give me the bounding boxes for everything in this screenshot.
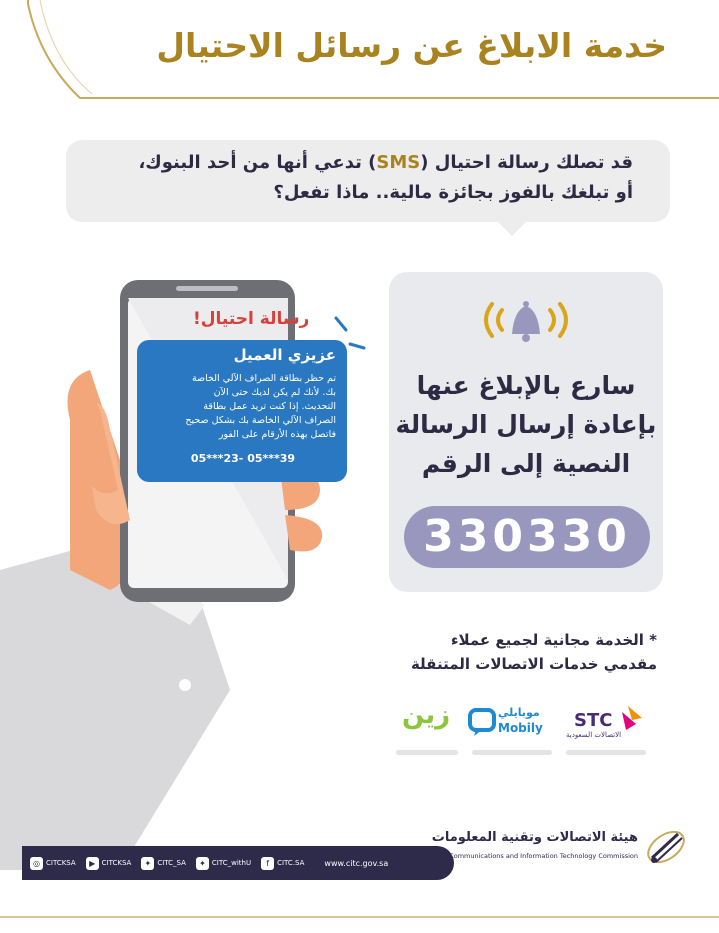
zain-logo	[394, 700, 460, 746]
intro-text	[73, 148, 633, 208]
mobily-underline	[472, 750, 552, 755]
note-line-2: مقدمي خدمات الاتصالات المتنقلة	[410, 655, 657, 673]
citc-name-ar: هيئة الاتصالات وتقنية المعلومات	[431, 830, 638, 845]
website-link[interactable]: www.citc.gov.sa	[324, 858, 389, 868]
sms-line: فاتصل بهذه الأرقام على الفور	[218, 429, 336, 440]
zain-underline	[396, 750, 458, 755]
citc-logo	[431, 822, 696, 874]
social-handle: CITCKSA	[46, 859, 76, 867]
sms-message-body	[150, 372, 336, 442]
twitter-icon: ✦	[196, 857, 209, 870]
instruction-text	[389, 366, 663, 483]
note-line-1: * الخدمة مجانية لجميع عملاء	[450, 631, 657, 649]
intro-line-2: أو تبلغك بالفوز بجائزة مالية.. ماذا تفعل؟	[273, 182, 633, 203]
social-handle: CITC.SA	[277, 859, 305, 867]
report-number[interactable]: 330330	[404, 506, 650, 568]
social-handle: CITCKSA	[101, 859, 132, 867]
phone-speaker	[176, 286, 238, 291]
mobily-name-ar: موبايلي	[498, 706, 540, 719]
intro-line-1-start: قد تصلك رسالة احتيال (	[420, 152, 633, 173]
stc-underline	[566, 750, 646, 755]
intro-line-1	[73, 148, 633, 178]
twitter-icon: ✦	[141, 857, 154, 870]
mobily-name-en: Mobily	[498, 721, 543, 735]
free-service-note	[327, 628, 657, 676]
instruction-line-2: بإعادة إرسال الرسالة	[395, 410, 657, 439]
sms-message-numbers: 05***23- 05***39	[190, 452, 296, 465]
sms-line: بك. لأنك لم يكن لديك حتى الآن	[213, 387, 336, 398]
social-instagram[interactable]	[30, 857, 76, 870]
social-twitter-2[interactable]	[196, 857, 251, 870]
fraud-label: رسالة احتيال!	[193, 309, 310, 329]
social-youtube[interactable]	[86, 857, 132, 870]
mobily-logo	[468, 700, 554, 746]
sms-message-title: عزيزي العميل	[233, 346, 336, 364]
bell-icon	[478, 296, 574, 344]
social-twitter-1[interactable]	[141, 857, 186, 870]
facebook-icon: f	[261, 857, 274, 870]
mobily-mark-icon	[468, 708, 498, 738]
stc-logo	[562, 700, 648, 746]
intro-bubble-tail	[498, 222, 526, 236]
youtube-icon: ▶	[86, 857, 99, 870]
zain-name: زين	[402, 700, 451, 730]
citc-name-en: Communications and Information Technology Commission	[449, 852, 638, 860]
social-handle: CITC_SA	[157, 859, 186, 867]
sms-line: التحديث. إذا كنت تريد عمل بطاقة	[203, 401, 336, 412]
social-handle: CITC_withU	[211, 859, 252, 867]
stc-name: STC	[574, 710, 613, 731]
instruction-line-1: سارع بالإبلاغ عنها	[416, 371, 636, 400]
citc-emblem-icon	[642, 824, 690, 870]
page-title: خدمة الابلاغ عن رسائل الاحتيال	[156, 26, 667, 65]
intro-sms-word: SMS	[376, 152, 421, 173]
social-links	[30, 846, 388, 880]
social-facebook[interactable]	[261, 857, 304, 870]
cuff-button	[179, 679, 191, 691]
operator-logos	[390, 700, 660, 760]
header	[0, 0, 719, 105]
bottom-divider	[0, 916, 719, 918]
intro-line-1-end: ) تدعي أنها من أحد البنوك،	[138, 152, 377, 173]
stc-subtitle: الاتصالات السعودية	[566, 731, 622, 739]
sms-line: الصراف الآلي الخاصة بك بشكل صحيح	[185, 415, 336, 426]
instruction-line-3: النصية إلى الرقم	[421, 449, 631, 478]
sms-line: تم حظر بطاقة الصراف الآلي الخاصة	[191, 373, 336, 384]
instagram-icon: ◎	[30, 857, 43, 870]
